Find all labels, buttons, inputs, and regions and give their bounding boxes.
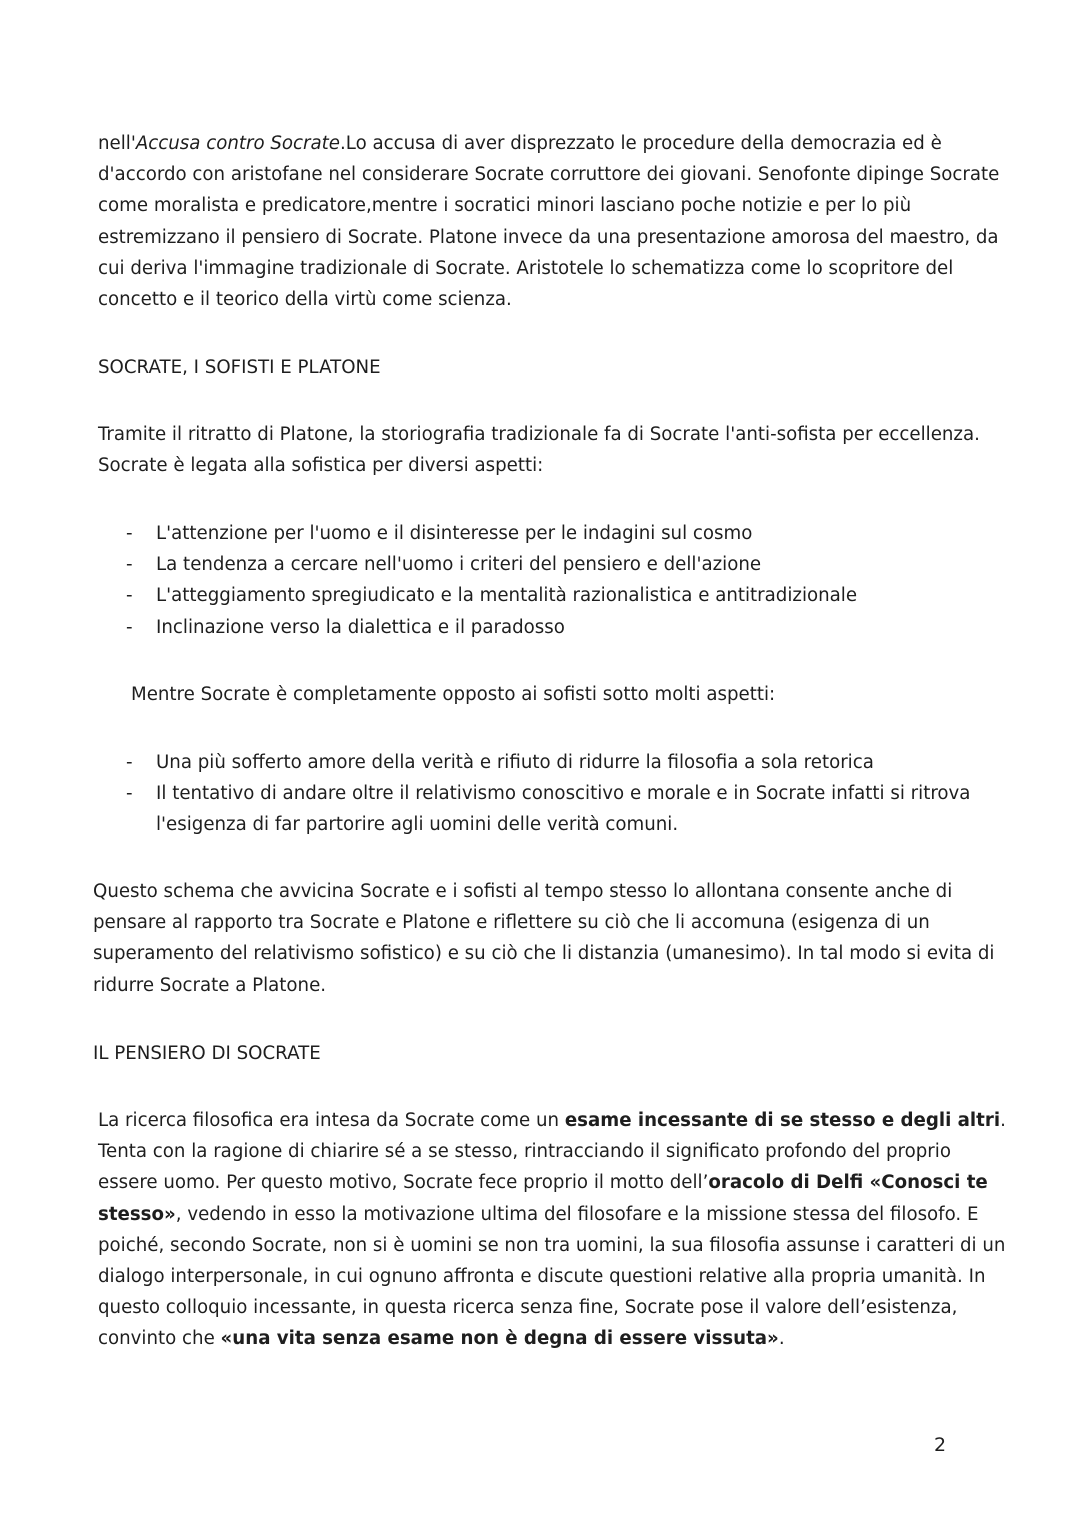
text-span: nell'	[98, 133, 136, 154]
text-line: poiché, secondo Socrate, non si è uomini se non tra uomini, la sua filosofia assunse i caratteri di un	[98, 1234, 1006, 1256]
dash-bullet: -	[126, 783, 133, 805]
list-item	[98, 549, 857, 580]
text-line	[98, 1323, 1006, 1354]
text-line	[98, 1199, 1006, 1230]
text-line: come moralista e predicatore,mentre i socratici minori lasciano poche notizie e per lo più	[98, 195, 912, 217]
text-line: Questo schema che avvicina Socrate e i sofisti al tempo stesso lo allontana consente anche di	[93, 881, 953, 902]
bullet-list-similarities	[98, 518, 857, 643]
text-span: .Lo accusa di aver disprezzato le procedure della democrazia ed è	[340, 133, 942, 154]
text-line: pensare al rapporto tra Socrate e Platone e riflettere su ciò che li accomuna (esigenza di un	[93, 912, 930, 934]
paragraph-differences-intro	[131, 679, 775, 710]
text-span: essere uomo. Per questo motivo, Socrate fece proprio il motto dell’	[98, 1172, 709, 1194]
list-item-text: L'attenzione per l'uomo e il disinteresse per le indagini sul cosmo	[156, 523, 753, 544]
text-line	[98, 1167, 1006, 1198]
text-line: d'accordo con aristofane nel considerare Socrate corruttore dei giovani. Senofonte dipinge Socrate	[98, 164, 1000, 186]
text-line: dialogo interpersonale, in cui ognuno affronta e discute questioni relative alla propria umanità. In	[98, 1266, 986, 1288]
text-line	[98, 1105, 1006, 1136]
text-line: concetto e il teorico della virtù come scienza.	[98, 289, 512, 311]
list-item-text: L'atteggiamento spregiudicato e la mentalità razionalistica e antitradizionale	[156, 585, 858, 607]
paragraph-pensiero	[98, 1105, 1006, 1355]
text-line: cui deriva l'immagine tradizionale di Socrate. Aristotele lo schematizza come lo scopritore del	[98, 257, 954, 279]
bold-phrase: oracolo di Delfi «Conosci te	[708, 1172, 988, 1194]
paragraph-schema	[93, 876, 994, 1001]
italic-title: Accusa contro Socrate	[135, 133, 340, 154]
bold-phrase: esame incessante di se stesso e degli altri	[564, 1110, 1001, 1131]
text-span: convinto che	[98, 1328, 221, 1350]
list-item	[98, 612, 857, 643]
text-line: Tenta con la ragione di chiarire sé a se stesso, rintracciando il significato profondo del proprio	[98, 1141, 951, 1163]
page-number: 2	[934, 1434, 947, 1456]
dash-bullet: -	[126, 616, 133, 638]
list-item-text: l'esigenza di far partorire agli uomini delle verità comuni.	[156, 814, 679, 836]
text-line	[98, 128, 999, 159]
text-span: La ricerca filosofica era intesa da Socrate come un	[98, 1110, 565, 1131]
text-line: superamento del relativismo sofistico) e su ciò che li distanzia (umanesimo). In tal modo si evita di	[93, 943, 995, 965]
bold-phrase: «una vita senza esame non è degna di essere vissuta»	[220, 1328, 779, 1350]
bold-phrase: stesso»	[98, 1203, 176, 1225]
bullet-list-differences	[98, 747, 970, 841]
list-item	[98, 778, 970, 840]
text-span: , vedendo in esso la motivazione ultima del filosofare e la missione stessa del filosofo. E	[175, 1203, 979, 1225]
section-heading-pensiero: IL PENSIERO DI SOCRATE	[93, 1043, 321, 1064]
text-span: .	[778, 1328, 785, 1350]
list-item-text: Una più sofferto amore della verità e rifiuto di ridurre la filosofia a sola retorica	[156, 752, 874, 773]
section-heading-sofisti: SOCRATE, I SOFISTI E PLATONE	[98, 357, 381, 378]
text-line: questo colloquio incessante, in questa ricerca senza fine, Socrate pose il valore dell’esistenza,	[98, 1297, 958, 1319]
list-item	[98, 518, 857, 549]
paragraph-sources	[98, 128, 999, 315]
dash-bullet: -	[126, 523, 133, 544]
list-item-text: Inclinazione verso la dialettica e il paradosso	[156, 616, 565, 638]
dash-bullet: -	[126, 554, 133, 576]
dash-bullet: -	[126, 752, 133, 773]
list-item-text: La tendenza a cercare nell'uomo i criteri del pensiero e dell'azione	[156, 554, 762, 576]
text-line: estremizzano il pensiero di Socrate. Platone invece da una presentazione amorosa del maestro, da	[98, 226, 999, 248]
paragraph-intro-sofistica	[98, 419, 980, 481]
text-line: Tramite il ritratto di Platone, la storiografia tradizionale fa di Socrate l'anti-sofista per eccellenza.	[98, 424, 980, 445]
list-item-text: Il tentativo di andare oltre il relativismo conoscitivo e morale e in Socrate infatti si ritrova	[156, 783, 971, 805]
list-item	[98, 747, 970, 778]
text-line: ridurre Socrate a Platone.	[93, 974, 327, 996]
list-item	[98, 580, 857, 611]
text-line: Mentre Socrate è completamente opposto ai sofisti sotto molti aspetti:	[131, 684, 776, 705]
text-line: Socrate è legata alla sofistica per diversi aspetti:	[98, 455, 544, 477]
dash-bullet: -	[126, 585, 133, 607]
text-span: .	[1000, 1110, 1006, 1131]
